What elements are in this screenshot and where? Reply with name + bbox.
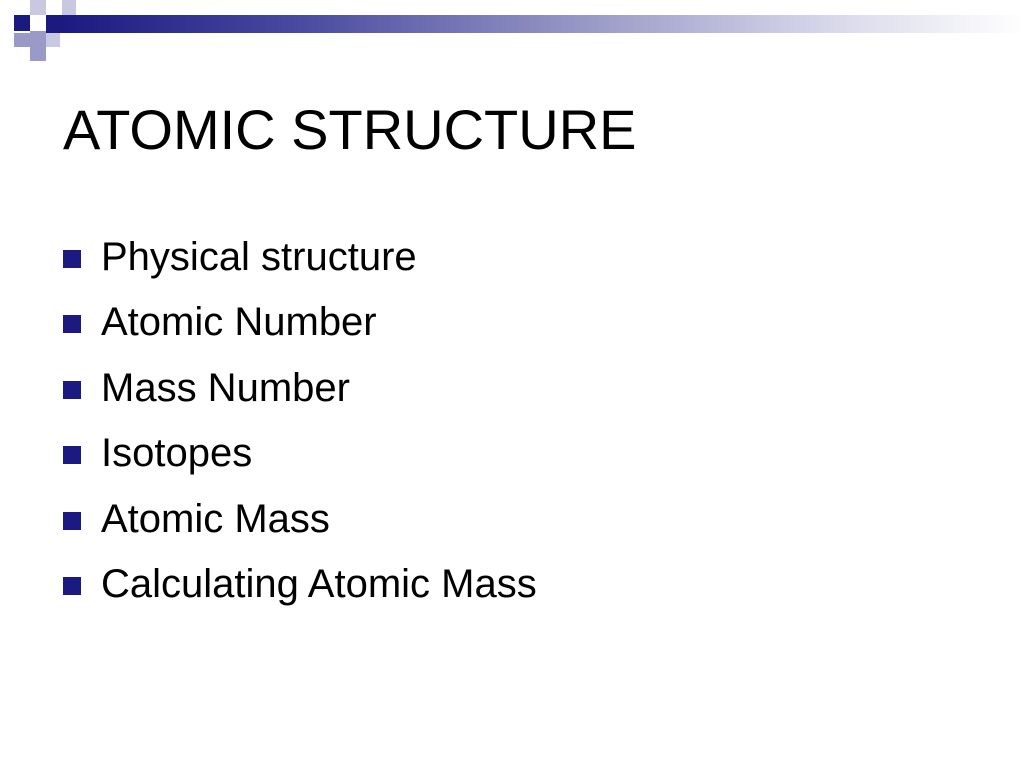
- header-square-icon: [30, 0, 46, 15]
- bullet-text: Isotopes: [101, 431, 253, 476]
- square-bullet-icon: [63, 446, 81, 464]
- header-square-icon: [46, 33, 60, 47]
- bullet-list: [63, 224, 537, 617]
- square-bullet-icon: [63, 381, 81, 399]
- bullet-text: Calculating Atomic Mass: [101, 562, 537, 607]
- header-gradient-bar: [60, 15, 1024, 33]
- square-bullet-icon: [63, 577, 81, 595]
- square-bullet-icon: [63, 512, 81, 530]
- bullet-text: Atomic Mass: [101, 496, 330, 541]
- header-decoration: [0, 0, 1024, 62]
- bullet-text: Atomic Number: [101, 300, 377, 345]
- list-item: [63, 486, 537, 552]
- list-item: [63, 421, 537, 487]
- list-item: [63, 290, 537, 356]
- header-square-icon: [30, 47, 46, 61]
- header-square-icon: [14, 15, 30, 31]
- list-item: [63, 224, 537, 290]
- slide-title: ATOMIC STRUCTURE: [63, 98, 637, 161]
- header-square-icon: [30, 31, 46, 47]
- header-square-icon: [62, 0, 76, 15]
- bullet-text: Physical structure: [101, 234, 417, 279]
- list-item: [63, 552, 537, 618]
- bullet-text: Mass Number: [101, 365, 350, 410]
- square-bullet-icon: [63, 315, 81, 333]
- header-square-icon: [14, 33, 30, 47]
- header-square-icon: [46, 15, 60, 33]
- square-bullet-icon: [63, 250, 81, 268]
- list-item: [63, 355, 537, 421]
